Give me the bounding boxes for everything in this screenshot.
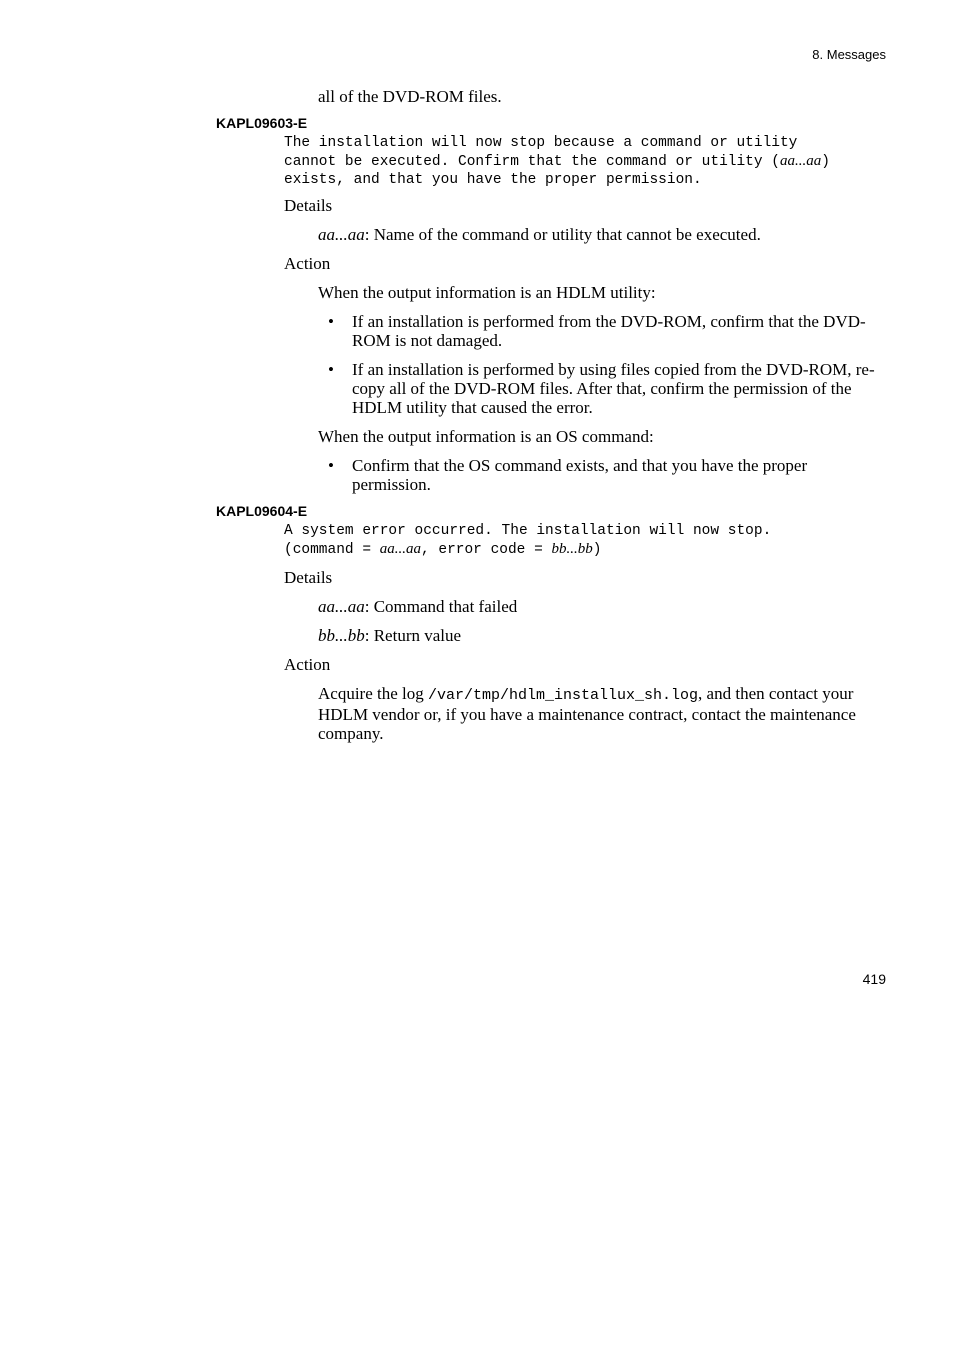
action-label-1: Action [284, 254, 331, 273]
message-text-1 [284, 134, 884, 189]
log-path: /var/tmp/hdlm_installux_sh.log [428, 687, 699, 704]
running-header: 8. Messages [812, 47, 886, 62]
continuation-line: all of the DVD-ROM files. [318, 87, 502, 106]
page-number: 419 [862, 971, 886, 987]
message-id-1: KAPL09603-E [216, 115, 308, 131]
detail-item: aa...aa: Name of the command or utility that cannot be executed. [318, 225, 761, 244]
bullet-item: If an installation is performed from the DVD-ROM, confirm that the DVD-ROM is not damaged. [352, 312, 866, 350]
action-intro: When the output information is an HDLM utility: [318, 283, 656, 302]
message-text-line: cannot be executed. Confirm that the command or utility (aa...aa) [284, 153, 830, 170]
bullet-item: Confirm that the OS command exists, and that you have the proper permission. [352, 456, 808, 494]
detail-item: aa...aa: Command that failed [318, 597, 518, 616]
bullet-icon: • [328, 456, 334, 475]
message-id-2: KAPL09604-E [216, 503, 308, 519]
message-text-line: A system error occurred. The installation will now stop. [284, 523, 772, 539]
bullet-item: If an installation is performed by using files copied from the DVD-ROM, re-copy all of the DVD-ROM files. After that, confirm the permission of the HDLM utility that caused the error. [352, 360, 875, 417]
message-text-line: exists, and that you have the proper permission. [284, 172, 702, 188]
message-text-2 [284, 522, 884, 559]
details-label-2: Details [284, 568, 333, 587]
message-text-line: The installation will now stop because a command or utility [284, 135, 798, 151]
details-label-1: Details [284, 196, 333, 215]
bullet-icon: • [328, 312, 334, 331]
detail-item: bb...bb: Return value [318, 626, 462, 645]
action-label-2: Action [284, 655, 331, 674]
action-intro: When the output information is an OS command: [318, 427, 654, 446]
bullet-icon: • [328, 360, 334, 379]
message-text-line: (command = aa...aa, error code = bb...bb) [284, 541, 602, 558]
action-text: Acquire the log /var/tmp/hdlm_installux_sh.log, and then contact your HDLM vendor or, if you have a maintenance contract, contact the maintenance company. [318, 684, 856, 743]
